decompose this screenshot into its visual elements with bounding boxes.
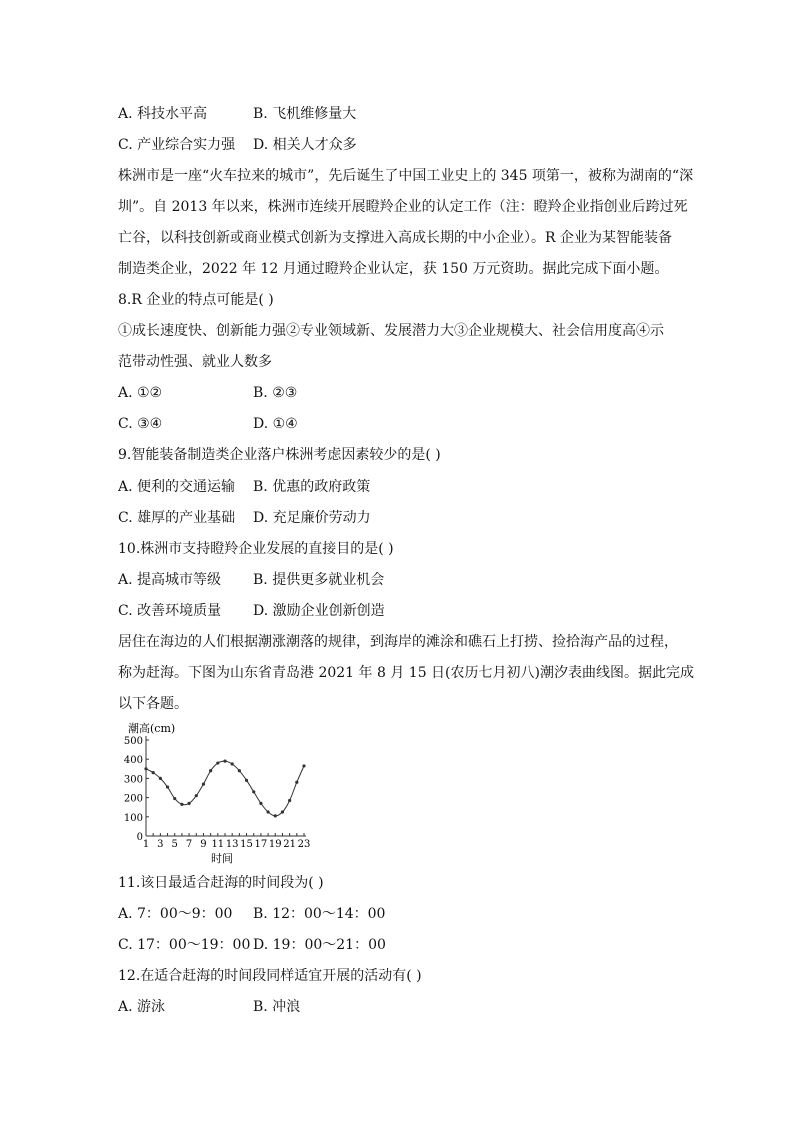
- chart-data-point: [173, 797, 176, 800]
- chart-data-point: [288, 799, 291, 802]
- q12-option-a: A. 游泳: [118, 999, 166, 1015]
- chart-x-tick-label: 21: [283, 839, 297, 850]
- passage1-line: 制造类企业，2022 年 12 月通过瞪羚企业认定，获 150 万元资助。据此完成下面小题。: [118, 261, 669, 277]
- chart-x-tick-label: 7: [185, 839, 193, 850]
- chart-y-tick-label: 300: [123, 774, 143, 786]
- tide-chart: [118, 718, 318, 868]
- q7-option-d: D. 相关人才众多: [253, 137, 357, 153]
- q12-stem: 12.在适合赶海的时间段同样适宜开展的活动有( ): [118, 968, 422, 984]
- q10-option-b: B. 提供更多就业机会: [253, 572, 385, 588]
- chart-y-tick-label: 0: [136, 832, 143, 843]
- chart-x-tick-label: 23: [297, 839, 311, 850]
- q8-items: ①成长速度快、创新能力强②专业领域新、发展潜力大③企业规模大、社会信用度高④示: [118, 323, 664, 339]
- q8-stem: 8.R 企业的特点可能是( ): [118, 292, 274, 308]
- chart-data-point: [166, 785, 169, 788]
- chart-data-point: [159, 777, 162, 780]
- q8-option-a: A. ①②: [118, 385, 163, 401]
- q9-option-a: A. 便利的交通运输: [118, 479, 236, 495]
- q10-option-a: A. 提高城市等级: [118, 572, 222, 588]
- q8-option-c: C. ③④: [118, 416, 163, 432]
- q11-option-d: D. 19：00～21：00: [253, 937, 386, 953]
- chart-data-point: [195, 794, 198, 797]
- chart-data-point: [231, 762, 234, 765]
- passage2-line: 以下各题。: [118, 696, 188, 712]
- passage2-line: 居住在海边的人们根据潮涨潮落的规律，到海岸的滩涂和礁石上打捞、捡拾海产品的过程，: [118, 634, 678, 650]
- q11-option-c: C. 17：00～19：00: [118, 937, 251, 953]
- chart-axes: [146, 736, 306, 836]
- q9-option-d: D. 充足廉价劳动力: [253, 510, 371, 526]
- chart-data-point: [274, 814, 277, 817]
- q10-stem: 10.株洲市支持瞪羚企业发展的直接目的是( ): [118, 541, 394, 557]
- chart-data-point: [252, 790, 255, 793]
- chart-x-tick-label: 1: [142, 839, 150, 850]
- chart-x-tick-label: 13: [225, 839, 239, 850]
- chart-xlabel: 时间: [211, 852, 233, 865]
- q9-option-c: C. 雄厚的产业基础: [118, 510, 236, 526]
- q10-option-d: D. 激励企业创新创造: [253, 603, 385, 619]
- chart-data-point: [223, 760, 226, 763]
- chart-data-point: [266, 810, 269, 813]
- chart-data-point: [180, 803, 183, 806]
- q8-option-d: D. ①④: [253, 416, 298, 432]
- q10-option-c: C. 改善环境质量: [118, 603, 222, 619]
- q11-stem: 11.该日最适合赶海的时间段为( ): [118, 875, 324, 891]
- chart-series-line: [146, 761, 304, 816]
- q11-option-b: B. 12：00～14：00: [253, 906, 386, 922]
- q7-option-c: C. 产业综合实力强: [118, 137, 236, 153]
- chart-y-tick-label: 200: [123, 793, 143, 805]
- q9-option-b: B. 优惠的政府政策: [253, 479, 371, 495]
- q7-option-a: A. 科技水平高: [118, 106, 208, 122]
- chart-x-tick-label: 19: [268, 839, 282, 850]
- chart-data-point: [259, 802, 262, 805]
- chart-x-tick-label: 3: [157, 839, 164, 850]
- chart-data-point: [238, 769, 241, 772]
- chart-data-point: [245, 779, 248, 782]
- chart-data-point: [202, 783, 205, 786]
- chart-x-tick-label: 11: [211, 839, 225, 850]
- chart-data-point: [281, 810, 284, 813]
- chart-x-tick-label: 5: [171, 839, 178, 850]
- chart-data-point: [209, 769, 212, 772]
- chart-ylabel: 潮高(cm): [128, 722, 176, 735]
- chart-x-tick-label: 17: [254, 839, 268, 850]
- passage1-line: 株洲市是一座“火车拉来的城市”，先后诞生了中国工业史上的 345 项第一，被称为湖南的“深: [118, 168, 694, 184]
- passage1-line: 亡谷，以科技创新或商业模式创新为支撑进入高成长期的中小企业）。R 企业为某智能装备: [118, 230, 672, 246]
- q7-option-b: B. 飞机维修量大: [253, 106, 357, 122]
- chart-data-point: [216, 761, 219, 764]
- chart-data-point: [302, 764, 305, 767]
- q8-option-b: B. ②③: [253, 385, 298, 401]
- passage2-line: 称为赶海。下图为山东省青岛港 2021 年 8 月 15 日(农历七月初八)潮汐表曲线图。据此完成: [118, 665, 694, 681]
- chart-y-tick-label: 500: [123, 736, 143, 747]
- chart-y-tick-label: 400: [123, 755, 143, 767]
- chart-data-point: [295, 781, 298, 784]
- chart-x-tick-label: 15: [240, 839, 253, 850]
- chart-x-tick-label: 9: [200, 839, 207, 850]
- q8-items: 范带动性强、就业人数多: [118, 354, 272, 370]
- q11-option-a: A. 7：00～9：00: [118, 906, 233, 922]
- chart-data-point: [152, 771, 155, 774]
- chart-yticks: [124, 736, 149, 843]
- q9-stem: 9.智能装备制造类企业落户株洲考虑因素较少的是( ): [118, 447, 441, 463]
- passage1-line: 圳”。自 2013 年以来，株洲市连续开展瞪羚企业的认定工作（注：瞪羚企业指创业后跨过死: [118, 199, 688, 215]
- chart-data-point: [187, 802, 190, 805]
- chart-data-point: [144, 767, 147, 770]
- q12-option-b: B. 冲浪: [253, 999, 301, 1015]
- chart-y-tick-label: 100: [123, 812, 143, 824]
